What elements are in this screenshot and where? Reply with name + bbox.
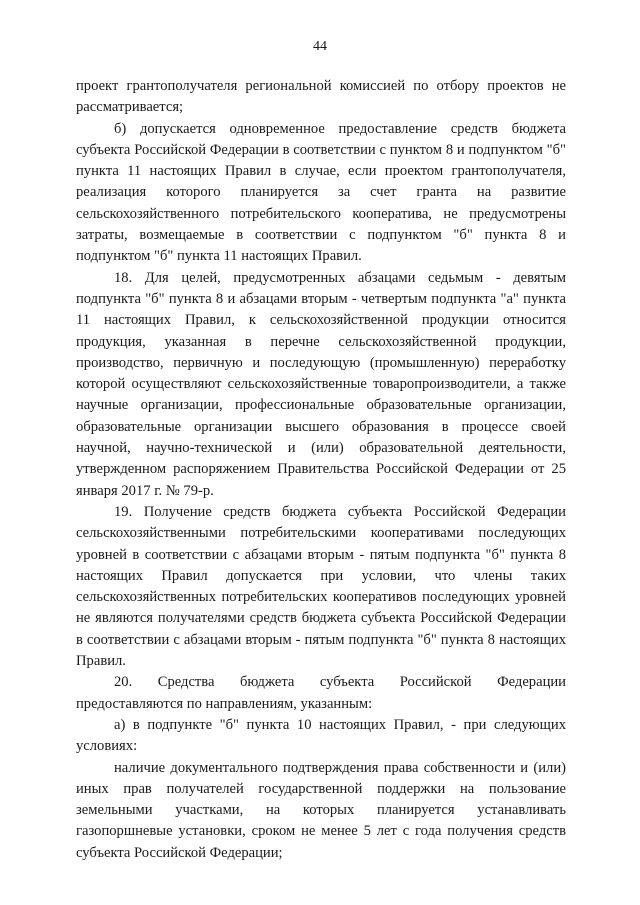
document-body — [76, 76, 566, 864]
paragraph-18: 18. Для целей, предусмотренных абзацами седьмым - девятым подпункта "б" пункта 8 и абзацами вторым - четвертым подпункта "а" пункта 11 настоящих Правил, к сельскохозяйственной продукции относится продукция, указанная в перечне сельскохозяйственной продукции, производство, первичную и последующую (промышленную) переработку которой осуществляют сельскохозяйственные товаропроизводители, а также научные организации, профессиональные образовательные организации, образовательные организации высшего образования в процессе своей научной, научно-технической и (или) образовательной деятельности, утвержденном распоряжением Правительства Российской Федерации от 25 января 2017 г. № 79-р. — [76, 269, 566, 499]
paragraph-continuation: проект грантополучателя региональной комиссией по отбору проектов не рассматривается; — [76, 78, 566, 116]
paragraph-20-condition: наличие документального подтверждения права собственности и (или) иных прав получателей государственной поддержки на пользование земельными участками, на которых планируется устанавливать газопоршневые установки, сроком не менее 5 лет с года получения средств субъекта Российской Федерации; — [76, 759, 566, 861]
paragraph-20-subitem-a: а) в подпункте "б" пункта 10 настоящих Правил, - при следующих условиях: — [76, 716, 566, 755]
paragraph-19: 19. Получение средств бюджета субъекта Российской Федерации сельскохозяйственными потребительскими кооперативами последующих уровней в соответствии с абзацами вторым - пятым подпункта "б" пункта 8 настоящих Правил допускается при условии, что члены таких сельскохозяйственных потребительских кооперативов последующих уровней не являются получателями средств бюджета субъекта Российской Федерации в соответствии с абзацами вторым - пятым подпункта "б" пункта 8 настоящих Правил. — [76, 503, 566, 670]
paragraph-subitem-b: б) допускается одновременное предоставление средств бюджета субъекта Российской Федерации в соответствии с пунктом 8 и подпунктом "б" пункта 11 настоящих Правил в случае, если проектом грантополучателя, реализация которого планируется за счет гранта на развитие сельскохозяйственного потребительского кооператива, не предусмотрены затраты, возмещаемые в соответствии с подпунктом "б" пункта 8 и подпунктом "б" пункта 11 настоящих Правил. — [76, 120, 566, 265]
paragraph-20: 20. Средства бюджета субъекта Российской Федерации предоставляются по направлениям, указанным: — [76, 674, 566, 712]
page-number: 44 — [313, 39, 327, 54]
